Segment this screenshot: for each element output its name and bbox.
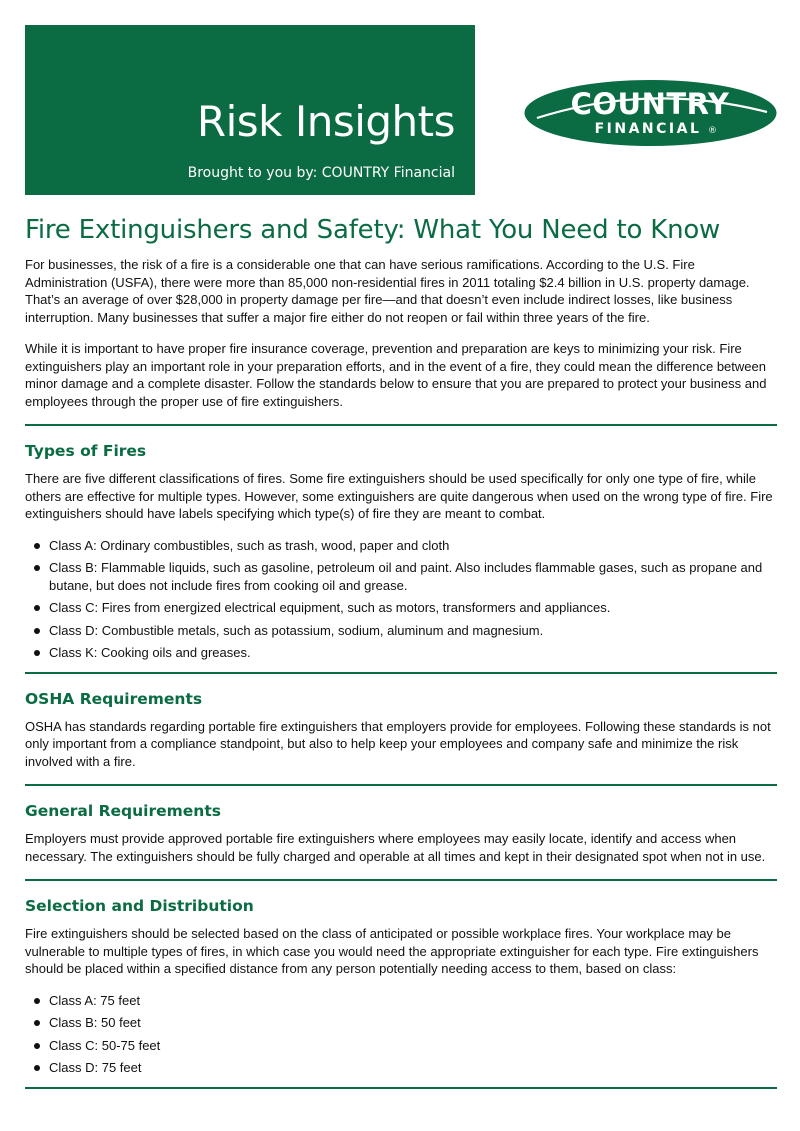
section-divider xyxy=(25,879,777,881)
section-body: There are five different classifications of fires. Some fire extinguishers should be used specifically for only one type of fire, while others are effective for multiple types. However, some extinguishers are quite dangerous when used on the wrong type of fire. Fire extinguishers should have labels specifying which type(s) of fire they are meant to combat. xyxy=(25,471,773,521)
section-heading: Selection and Distribution xyxy=(25,897,254,915)
section-osha-requirements xyxy=(25,688,777,771)
section-heading: Types of Fires xyxy=(25,442,147,460)
list-item: Class D: Combustible metals, such as potassium, sodium, aluminum and magnesium. xyxy=(49,622,777,640)
section-body: OSHA has standards regarding portable fire extinguishers that employers provide for employees. Following these standards is not only important from a compliance standpoint, but also to help keep your employees and company safe and minimize the risk involved with a fire. xyxy=(25,718,771,769)
list-item: Class A: Ordinary combustibles, such as trash, wood, paper and cloth xyxy=(49,537,777,555)
section-divider xyxy=(25,1087,777,1089)
logo-sub-text: FINANCIAL xyxy=(594,121,702,137)
list-item: Class B: 50 feet xyxy=(49,1014,777,1032)
distance-list xyxy=(25,992,777,1077)
fire-classes-list xyxy=(25,537,777,662)
section-divider xyxy=(25,784,777,786)
list-item: Class K: Cooking oils and greases. xyxy=(49,644,777,662)
country-financial-logo xyxy=(523,78,778,148)
list-item: Class D: 75 feet xyxy=(49,1059,777,1077)
header-banner xyxy=(25,25,475,195)
section-body: Fire extinguishers should be selected based on the class of anticipated or possible workplace fires. Your workplace may be vulnerable to multiple types of fires, in which case you would need the appropriate extinguisher for each type. Fire extinguishers should be placed within a specified distance from any person potentially needing access to them, based on class: xyxy=(25,926,759,976)
banner-title: Risk Insights xyxy=(196,97,455,146)
section-heading: OSHA Requirements xyxy=(25,689,203,708)
section-general-requirements xyxy=(25,800,777,865)
intro-paragraph: For businesses, the risk of a fire is a considerable one that can have serious ramifications. According to the U.S. Fire Administration (USFA), there were more than 85,000 non-residential fires in 2011 totaling $2.4 billion in U.S. property damage. That’s an average of over $28,000 in property damage per fire—and that doesn’t even include indirect losses, like business interruption. Many businesses that suffer a major fire either do not reopen or fail within three years of the fire. xyxy=(25,257,750,325)
article-title: Fire Extinguishers and Safety: What You Need to Know xyxy=(25,215,721,245)
section-body: Employers must provide approved portable fire extinguishers where employees may easily locate, identify and access when necessary. The extinguishers should be fully charged and operable at all times and kept in their designated spot when not in use. xyxy=(25,831,766,864)
article xyxy=(25,212,777,1103)
logo-registered-mark: ® xyxy=(708,126,717,136)
section-selection-distribution xyxy=(25,895,777,1077)
intro-paragraph: While it is important to have proper fire insurance coverage, prevention and preparation are keys to minimizing your risk. Fire extinguishers play an important role in your preparation efforts, and in the event of a fire, they could mean the difference between minor damage and a complete disaster. Follow the standards below to ensure that you are prepared to protect your business and employees through the proper use of fire extinguishers. xyxy=(25,341,767,409)
section-heading: General Requirements xyxy=(25,802,221,820)
section-types-of-fires xyxy=(25,440,777,662)
list-item: Class C: 50-75 feet xyxy=(49,1037,777,1055)
list-item: Class A: 75 feet xyxy=(49,992,777,1010)
banner-subtitle: Brought to you by: COUNTRY Financial xyxy=(187,165,455,181)
list-item: Class C: Fires from energized electrical equipment, such as motors, transformers and appliances. xyxy=(49,599,777,617)
logo-main-text: COUNTRY xyxy=(570,87,730,121)
list-item: Class B: Flammable liquids, such as gasoline, petroleum oil and paint. Also includes flammable gases, such as propane and butane, but does not include fires from cooking oil and grease. xyxy=(49,559,777,594)
section-divider xyxy=(25,672,777,674)
section-divider xyxy=(25,424,777,426)
